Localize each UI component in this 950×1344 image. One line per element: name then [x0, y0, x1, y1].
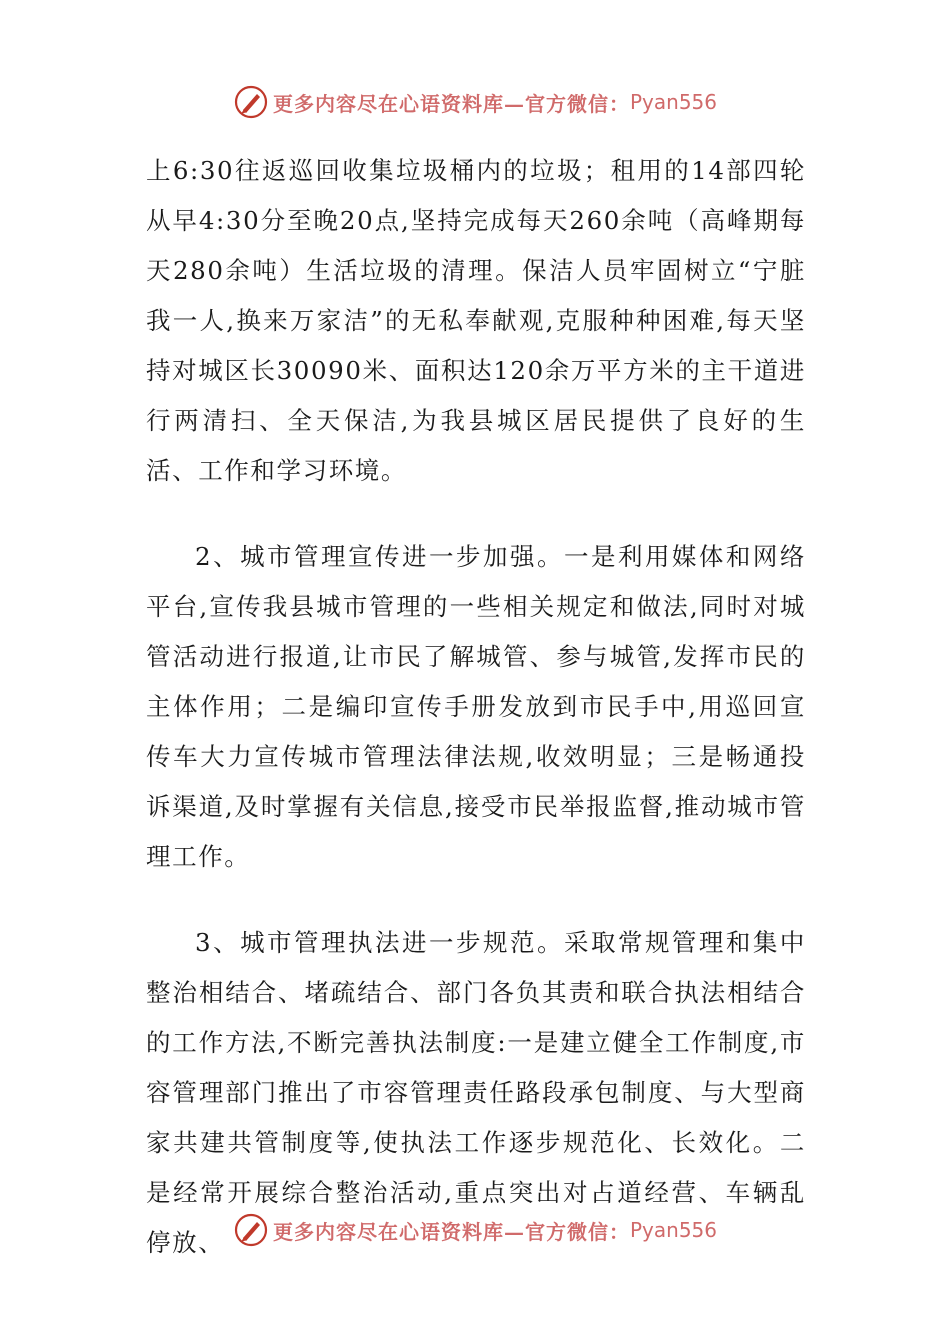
paragraph-publicity: 2、城市管理宣传进一步加强。一是利用媒体和网络平台,宣传我县城市管理的一些相关规定和做法,同时对城管活动进行报道,让市民了解城管、参与城管,发挥市民的主体作用；二是编印宣传手册发放到市民手中,用巡回宣传车大力宣传城市管理法律法规,收效明显；三是畅通投诉渠道,及时掌握有关信息,接受市民举报监督,推动城市管理工作。	[146, 542, 806, 871]
watermark-wechat-id: Pyan556	[629, 90, 717, 114]
watermark-text: 更多内容尽在心语资料库—官方微信：	[272, 91, 630, 116]
watermark-text: 更多内容尽在心语资料库—官方微信：	[272, 1219, 630, 1244]
watermark-wechat-id: Pyan556	[629, 1218, 717, 1242]
paragraph-continued: 上6:30往返巡回收集垃圾桶内的垃圾；租用的14部四轮从早4:30分至晚20点,坚持完成每天260余吨（高峰期每天280余吨）生活垃圾的清理。保洁人员牢固树立“宁脏我一人,换来万家洁”的无私奉献观,克服种种困难,每天坚持对城区长30090米、面积达120余万平方米的主干道进行两清扫、全天保洁,为我县城区居民提供了良好的生活、工作和学习环境。	[146, 156, 806, 485]
footer-watermark	[0, 1208, 950, 1252]
pen-logo-icon	[233, 1212, 269, 1248]
pen-logo-icon	[233, 84, 269, 120]
header-watermark	[0, 80, 950, 124]
paragraph-enforcement: 3、城市管理执法进一步规范。采取常规管理和集中整治相结合、堵疏结合、部门各负其责和联合执法相结合的工作方法,不断完善执法制度:一是建立健全工作制度,市容管理部门推出了市容管理责任路段承包制度、与大型商家共建共管制度等,使执法工作逐步规范化、长效化。二是经常开展综合整治活动,重点突出对占道经营、车辆乱停放、	[146, 928, 806, 1257]
document-body	[146, 146, 806, 1268]
